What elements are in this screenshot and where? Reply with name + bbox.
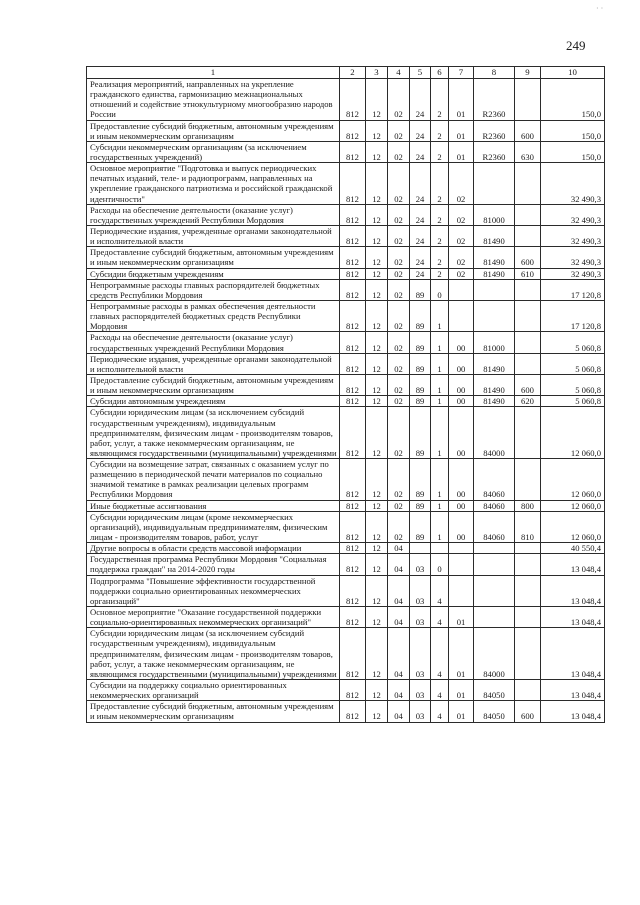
program-code: 89 <box>410 279 431 300</box>
gov-code: 812 <box>340 511 366 542</box>
expense-type-code: 610 <box>515 268 541 279</box>
direction-code: 81490 <box>474 396 515 407</box>
section-code: 12 <box>366 459 388 501</box>
activity-code <box>449 279 474 300</box>
row-name: Предоставление субсидий бюджетным, автономным учреждениям и иным некоммерческим организациям <box>87 120 340 141</box>
activity-code <box>449 575 474 606</box>
row-name: Государственная программа Республики Мордовия "Социальная поддержка граждан" на 2014-2020 годы <box>87 554 340 575</box>
amount: 13 048,4 <box>541 628 605 680</box>
activity-code <box>449 300 474 331</box>
activity-code: 00 <box>449 500 474 511</box>
column-header: 1 <box>87 67 340 79</box>
section-code: 12 <box>366 554 388 575</box>
section-code: 12 <box>366 268 388 279</box>
subprogram-code: 1 <box>431 407 449 459</box>
column-header: 2 <box>340 67 366 79</box>
gov-code: 812 <box>340 204 366 225</box>
subprogram-code: 2 <box>431 204 449 225</box>
expense-type-code <box>515 279 541 300</box>
direction-code <box>474 554 515 575</box>
gov-code: 812 <box>340 459 366 501</box>
subsection-code: 04 <box>388 575 410 606</box>
activity-code: 00 <box>449 396 474 407</box>
amount: 17 120,8 <box>541 279 605 300</box>
expense-type-code: 600 <box>515 247 541 268</box>
subprogram-code <box>431 543 449 554</box>
direction-code: 81490 <box>474 247 515 268</box>
budget-table <box>86 66 605 723</box>
subsection-code: 02 <box>388 120 410 141</box>
subsection-code: 02 <box>388 163 410 205</box>
table-row <box>87 247 605 268</box>
subsection-code: 04 <box>388 543 410 554</box>
subsection-code: 02 <box>388 374 410 395</box>
row-name: Субсидии на поддержку социально ориентированных некоммерческих организаций <box>87 680 340 701</box>
row-name: Расходы на обеспечение деятельности (оказание услуг) государственных учреждений Республики Мордовия <box>87 204 340 225</box>
direction-code: R2360 <box>474 141 515 162</box>
expense-type-code <box>515 543 541 554</box>
subsection-code: 02 <box>388 225 410 246</box>
activity-code: 01 <box>449 607 474 628</box>
program-code: 03 <box>410 575 431 606</box>
activity-code: 02 <box>449 225 474 246</box>
section-code: 12 <box>366 407 388 459</box>
subprogram-code: 4 <box>431 575 449 606</box>
program-code: 03 <box>410 607 431 628</box>
table-row <box>87 225 605 246</box>
direction-code: 84000 <box>474 407 515 459</box>
gov-code: 812 <box>340 141 366 162</box>
program-code: 03 <box>410 554 431 575</box>
table-row <box>87 204 605 225</box>
direction-code <box>474 575 515 606</box>
section-code: 12 <box>366 575 388 606</box>
expense-type-code: 800 <box>515 500 541 511</box>
gov-code: 812 <box>340 575 366 606</box>
row-name: Реализация мероприятий, направленных на укрепление гражданского единства, гармонизацию межнациональных отношений и содействие этнокультурному многообразию народов России <box>87 79 340 121</box>
amount: 32 490,3 <box>541 225 605 246</box>
program-code: 24 <box>410 141 431 162</box>
gov-code: 812 <box>340 554 366 575</box>
activity-code: 01 <box>449 79 474 121</box>
activity-code: 01 <box>449 680 474 701</box>
activity-code: 00 <box>449 332 474 353</box>
table-row <box>87 575 605 606</box>
program-code: 24 <box>410 225 431 246</box>
column-header: 9 <box>515 67 541 79</box>
amount: 13 048,4 <box>541 575 605 606</box>
activity-code: 01 <box>449 701 474 722</box>
section-code: 12 <box>366 396 388 407</box>
expense-type-code <box>515 225 541 246</box>
row-name: Периодические издания, учрежденные органами законодательной и исполнительной власти <box>87 225 340 246</box>
amount: 12 060,0 <box>541 500 605 511</box>
subsection-code: 02 <box>388 407 410 459</box>
row-name: Основное мероприятие "Оказание государственной поддержки социально-ориентированных некоммерческих организаций" <box>87 607 340 628</box>
program-code: 24 <box>410 268 431 279</box>
gov-code: 812 <box>340 247 366 268</box>
amount: 32 490,3 <box>541 247 605 268</box>
subprogram-code: 1 <box>431 374 449 395</box>
subsection-code: 02 <box>388 511 410 542</box>
direction-code: 81000 <box>474 332 515 353</box>
direction-code: 81490 <box>474 353 515 374</box>
program-code: 89 <box>410 396 431 407</box>
subsection-code: 02 <box>388 396 410 407</box>
section-code: 12 <box>366 279 388 300</box>
section-code: 12 <box>366 500 388 511</box>
column-header: 4 <box>388 67 410 79</box>
table-row <box>87 607 605 628</box>
program-code <box>410 543 431 554</box>
subprogram-code: 2 <box>431 120 449 141</box>
gov-code: 812 <box>340 500 366 511</box>
subprogram-code: 1 <box>431 459 449 501</box>
table-row <box>87 279 605 300</box>
section-code: 12 <box>366 701 388 722</box>
program-code: 03 <box>410 701 431 722</box>
subsection-code: 02 <box>388 247 410 268</box>
subprogram-code: 1 <box>431 300 449 331</box>
table-row <box>87 701 605 722</box>
row-name: Предоставление субсидий бюджетным, автономным учреждениям и иным некоммерческим организациям <box>87 374 340 395</box>
section-code: 12 <box>366 163 388 205</box>
table-row <box>87 396 605 407</box>
scan-noise: · · <box>596 4 604 13</box>
gov-code: 812 <box>340 225 366 246</box>
table-row <box>87 141 605 162</box>
expense-type-code <box>515 680 541 701</box>
program-code: 03 <box>410 680 431 701</box>
subprogram-code: 1 <box>431 511 449 542</box>
direction-code <box>474 607 515 628</box>
gov-code: 812 <box>340 680 366 701</box>
activity-code: 02 <box>449 268 474 279</box>
section-code: 12 <box>366 204 388 225</box>
row-name: Субсидии на возмещение затрат, связанных с оказанием услуг по размещению в периодической печати материалов по социально значимой тематике в рамках реализации целевых программ Республики Мордовия <box>87 459 340 501</box>
activity-code: 00 <box>449 459 474 501</box>
expense-type-code: 600 <box>515 374 541 395</box>
program-code: 89 <box>410 500 431 511</box>
subprogram-code: 1 <box>431 332 449 353</box>
activity-code <box>449 543 474 554</box>
program-code: 89 <box>410 511 431 542</box>
subprogram-code: 4 <box>431 628 449 680</box>
program-code: 89 <box>410 407 431 459</box>
program-code: 03 <box>410 628 431 680</box>
subsection-code: 02 <box>388 268 410 279</box>
row-name: Субсидии юридическим лицам (кроме некоммерческих организаций), индивидуальным предпринимателям, физическим лицам - производителям товаров, работ, услуг <box>87 511 340 542</box>
subsection-code: 04 <box>388 701 410 722</box>
subprogram-code: 2 <box>431 141 449 162</box>
subsection-code: 02 <box>388 459 410 501</box>
amount: 13 048,4 <box>541 607 605 628</box>
subprogram-code: 4 <box>431 607 449 628</box>
amount: 13 048,4 <box>541 701 605 722</box>
section-code: 12 <box>366 225 388 246</box>
amount: 32 490,3 <box>541 204 605 225</box>
row-name: Периодические издания, учрежденные органами законодательной и исполнительной власти <box>87 353 340 374</box>
expense-type-code: 600 <box>515 701 541 722</box>
expense-type-code: 810 <box>515 511 541 542</box>
direction-code: 84060 <box>474 500 515 511</box>
amount: 5 060,8 <box>541 353 605 374</box>
gov-code: 812 <box>340 543 366 554</box>
subprogram-code: 1 <box>431 353 449 374</box>
amount: 5 060,8 <box>541 332 605 353</box>
program-code: 24 <box>410 163 431 205</box>
direction-code: 84060 <box>474 459 515 501</box>
table-row <box>87 407 605 459</box>
gov-code: 812 <box>340 120 366 141</box>
table-row <box>87 374 605 395</box>
table-row <box>87 332 605 353</box>
subsection-code: 02 <box>388 279 410 300</box>
expense-type-code <box>515 79 541 121</box>
section-code: 12 <box>366 332 388 353</box>
section-code: 12 <box>366 120 388 141</box>
gov-code: 812 <box>340 268 366 279</box>
row-name: Иные бюджетные ассигнования <box>87 500 340 511</box>
expense-type-code <box>515 575 541 606</box>
gov-code: 812 <box>340 701 366 722</box>
activity-code: 02 <box>449 247 474 268</box>
expense-type-code: 620 <box>515 396 541 407</box>
activity-code: 02 <box>449 204 474 225</box>
table-row <box>87 300 605 331</box>
table-row <box>87 163 605 205</box>
row-name: Расходы на обеспечение деятельности (оказание услуг) государственных учреждений Республики Мордовия <box>87 332 340 353</box>
expense-type-code <box>515 204 541 225</box>
table-row <box>87 120 605 141</box>
gov-code: 812 <box>340 374 366 395</box>
column-header: 3 <box>366 67 388 79</box>
expense-type-code <box>515 607 541 628</box>
table-row <box>87 680 605 701</box>
amount: 5 060,8 <box>541 374 605 395</box>
direction-code: R2360 <box>474 79 515 121</box>
section-code: 12 <box>366 374 388 395</box>
subsection-code: 04 <box>388 680 410 701</box>
activity-code: 02 <box>449 163 474 205</box>
program-code: 89 <box>410 300 431 331</box>
subsection-code: 04 <box>388 628 410 680</box>
section-code: 12 <box>366 353 388 374</box>
subprogram-code: 1 <box>431 396 449 407</box>
table-header-row <box>87 67 605 79</box>
activity-code: 00 <box>449 511 474 542</box>
gov-code: 812 <box>340 163 366 205</box>
section-code: 12 <box>366 247 388 268</box>
subprogram-code: 0 <box>431 279 449 300</box>
direction-code <box>474 543 515 554</box>
program-code: 24 <box>410 120 431 141</box>
direction-code: 81490 <box>474 374 515 395</box>
activity-code: 01 <box>449 120 474 141</box>
table-row <box>87 268 605 279</box>
amount: 17 120,8 <box>541 300 605 331</box>
amount: 40 550,4 <box>541 543 605 554</box>
table-row <box>87 628 605 680</box>
gov-code: 812 <box>340 300 366 331</box>
gov-code: 812 <box>340 279 366 300</box>
subsection-code: 02 <box>388 353 410 374</box>
table-row <box>87 459 605 501</box>
amount: 32 490,3 <box>541 268 605 279</box>
section-code: 12 <box>366 141 388 162</box>
gov-code: 812 <box>340 353 366 374</box>
expense-type-code <box>515 163 541 205</box>
row-name: Предоставление субсидий бюджетным, автономным учреждениям и иным некоммерческим организациям <box>87 701 340 722</box>
section-code: 12 <box>366 607 388 628</box>
amount: 32 490,3 <box>541 163 605 205</box>
row-name: Непрограммные расходы в рамках обеспечения деятельности главных распорядителей бюджетных средств Республики Мордовия <box>87 300 340 331</box>
expense-type-code: 630 <box>515 141 541 162</box>
gov-code: 812 <box>340 407 366 459</box>
direction-code: 81490 <box>474 268 515 279</box>
column-header: 10 <box>541 67 605 79</box>
column-header: 7 <box>449 67 474 79</box>
row-name: Субсидии юридическим лицам (за исключением субсидий государственным учреждениям), индивидуальным предпринимателям, физическим лицам - производителям товаров, работ, услуг, а также некоммерческим организациям, не являющимся государственными (муниципальными) учреждениями <box>87 628 340 680</box>
amount: 12 060,0 <box>541 459 605 501</box>
activity-code: 00 <box>449 407 474 459</box>
activity-code: 00 <box>449 353 474 374</box>
program-code: 89 <box>410 459 431 501</box>
table-row <box>87 511 605 542</box>
subsection-code: 02 <box>388 300 410 331</box>
expense-type-code <box>515 407 541 459</box>
subprogram-code: 2 <box>431 225 449 246</box>
row-name: Основное мероприятие "Подготовка и выпуск периодических печатных изданий, теле- и радиопрограмм, направленных на укрепление гражданского патриотизма и российской гражданской идентичности" <box>87 163 340 205</box>
program-code: 89 <box>410 353 431 374</box>
direction-code: 81490 <box>474 225 515 246</box>
table-row <box>87 500 605 511</box>
subsection-code: 02 <box>388 204 410 225</box>
activity-code: 01 <box>449 141 474 162</box>
table-row <box>87 353 605 374</box>
amount: 150,0 <box>541 79 605 121</box>
subsection-code: 04 <box>388 554 410 575</box>
table-row <box>87 543 605 554</box>
expense-type-code <box>515 353 541 374</box>
subprogram-code: 4 <box>431 680 449 701</box>
subprogram-code: 2 <box>431 268 449 279</box>
row-name: Субсидии автономным учреждениям <box>87 396 340 407</box>
subprogram-code: 1 <box>431 500 449 511</box>
gov-code: 812 <box>340 607 366 628</box>
expense-type-code <box>515 554 541 575</box>
subprogram-code: 2 <box>431 163 449 205</box>
row-name: Субсидии бюджетным учреждениям <box>87 268 340 279</box>
direction-code <box>474 300 515 331</box>
subsection-code: 02 <box>388 332 410 353</box>
section-code: 12 <box>366 628 388 680</box>
row-name: Субсидии юридическим лицам (за исключением субсидий государственным учреждениям), индивидуальным предпринимателям, физическим лицам - производителям товаров, работ, услуг, а также некоммерческим организациям, не являющимся государственными (муниципальными) учреждениями <box>87 407 340 459</box>
section-code: 12 <box>366 680 388 701</box>
subsection-code: 02 <box>388 500 410 511</box>
row-name: Другие вопросы в области средств массовой информации <box>87 543 340 554</box>
section-code: 12 <box>366 300 388 331</box>
program-code: 89 <box>410 332 431 353</box>
direction-code: 84000 <box>474 628 515 680</box>
program-code: 24 <box>410 247 431 268</box>
gov-code: 812 <box>340 79 366 121</box>
direction-code <box>474 279 515 300</box>
row-name: Субсидии некоммерческим организациям (за исключением государственных учреждений) <box>87 141 340 162</box>
section-code: 12 <box>366 543 388 554</box>
amount: 13 048,4 <box>541 554 605 575</box>
subprogram-code: 4 <box>431 701 449 722</box>
table-row <box>87 554 605 575</box>
direction-code: 84060 <box>474 511 515 542</box>
program-code: 24 <box>410 79 431 121</box>
activity-code <box>449 554 474 575</box>
subprogram-code: 2 <box>431 79 449 121</box>
direction-code <box>474 163 515 205</box>
gov-code: 812 <box>340 628 366 680</box>
subprogram-code: 0 <box>431 554 449 575</box>
amount: 12 060,0 <box>541 407 605 459</box>
section-code: 12 <box>366 511 388 542</box>
activity-code: 01 <box>449 628 474 680</box>
program-code: 89 <box>410 374 431 395</box>
amount: 150,0 <box>541 141 605 162</box>
direction-code: 84050 <box>474 701 515 722</box>
column-header: 5 <box>410 67 431 79</box>
activity-code: 00 <box>449 374 474 395</box>
expense-type-code <box>515 300 541 331</box>
direction-code: R2360 <box>474 120 515 141</box>
subsection-code: 02 <box>388 79 410 121</box>
table-row <box>87 79 605 121</box>
column-header: 8 <box>474 67 515 79</box>
row-name: Подпрограмма "Повышение эффективности государственной поддержки социально ориентированных некоммерческих организаций" <box>87 575 340 606</box>
page-number: 249 <box>566 38 586 53</box>
amount: 5 060,8 <box>541 396 605 407</box>
expense-type-code <box>515 628 541 680</box>
direction-code: 81000 <box>474 204 515 225</box>
amount: 13 048,4 <box>541 680 605 701</box>
table-body <box>87 79 605 723</box>
amount: 150,0 <box>541 120 605 141</box>
row-name: Предоставление субсидий бюджетным, автономным учреждениям и иным некоммерческим организациям <box>87 247 340 268</box>
column-header: 6 <box>431 67 449 79</box>
subsection-code: 04 <box>388 607 410 628</box>
section-code: 12 <box>366 79 388 121</box>
gov-code: 812 <box>340 396 366 407</box>
subsection-code: 02 <box>388 141 410 162</box>
expense-type-code: 600 <box>515 120 541 141</box>
amount: 12 060,0 <box>541 511 605 542</box>
direction-code: 84050 <box>474 680 515 701</box>
expense-type-code <box>515 459 541 501</box>
row-name: Непрограммные расходы главных распорядителей бюджетных средств Республики Мордовия <box>87 279 340 300</box>
program-code: 24 <box>410 204 431 225</box>
gov-code: 812 <box>340 332 366 353</box>
subprogram-code: 2 <box>431 247 449 268</box>
expense-type-code <box>515 332 541 353</box>
